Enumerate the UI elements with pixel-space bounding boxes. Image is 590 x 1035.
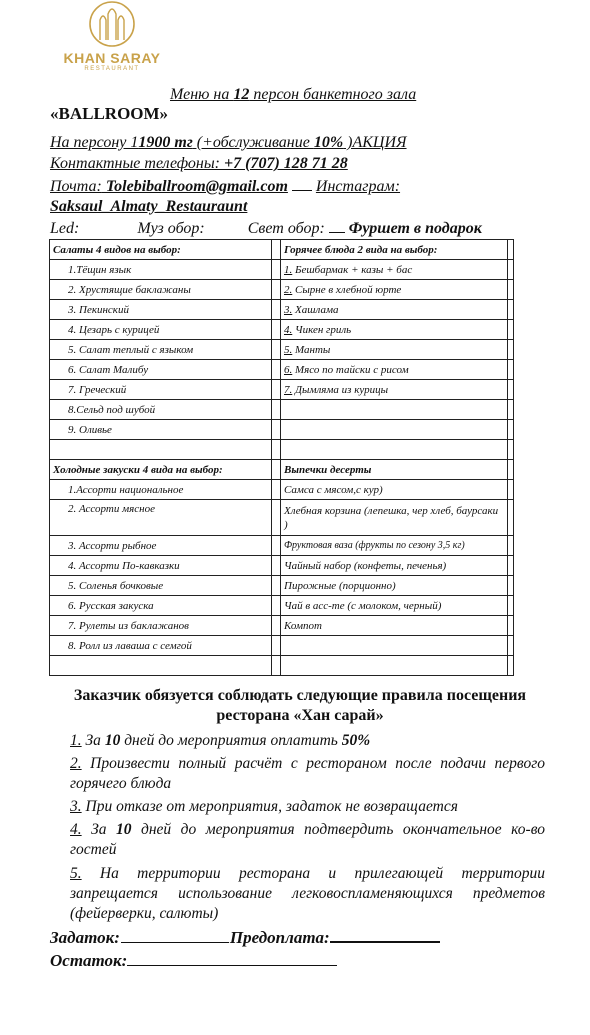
rules-title-line: Заказчик обязуется соблюдать следующие правила посещения [73, 687, 527, 704]
salad-item: 3. Пекинский [50, 300, 272, 320]
salad-item: 6. Салат Малибу [50, 360, 272, 380]
prepay-label: Предоплата: [229, 928, 330, 947]
logo-subtitle: RESTAURANT [84, 66, 140, 72]
pastry-item: Пирожные (порционно) [281, 576, 508, 596]
deposit-label: Задаток: [50, 928, 120, 947]
equipment-line [50, 220, 482, 238]
hot-item: 7. Дымляма из курицы [281, 380, 508, 400]
restaurant-logo [52, 0, 172, 80]
phones-line [50, 155, 348, 173]
cold-item: 8. Ролл из лаваша с семгой [50, 636, 272, 656]
light-label: Свет обор: [247, 220, 325, 237]
balance-field [127, 965, 337, 966]
salad-item: 5. Салат теплый с языком [50, 340, 272, 360]
pastry-item: Чай в асс-те (с молоком, черный) [281, 596, 508, 616]
hot-item: 3. Хашлама [281, 300, 508, 320]
instagram-label: Инстаграм: [315, 178, 401, 195]
salad-item: 2. Хрустящие баклажаны [50, 280, 272, 300]
hot-item: 4. Чикен гриль [281, 320, 508, 340]
rule-item: 4. За 10 дней до мероприятия подтвердить окончательное ко-во гостей [70, 821, 545, 858]
table-row [50, 616, 514, 636]
title-persons: 12 [233, 86, 250, 103]
price-prefix: На персону 1 [50, 134, 139, 151]
cold-item: 7. Рулеты из баклажанов [50, 616, 272, 636]
led-label: Led: [50, 220, 80, 237]
menu-table [49, 239, 514, 676]
cold-item: 1.Ассорти национальное [50, 480, 272, 500]
salad-item: 4. Цезарь с курицей [50, 320, 272, 340]
table-row [50, 300, 514, 320]
table-row [50, 596, 514, 616]
deposit-field [121, 942, 229, 943]
pastry-item: Самса с мясом,с кур) [281, 480, 508, 500]
pastry-item: Хлебная корзина (лепешка, чер хлеб, баурсаки ) [281, 500, 508, 536]
price-promo: )АКЦИЯ [343, 134, 407, 151]
table-row [50, 340, 514, 360]
salad-item: 7. Греческий [50, 380, 272, 400]
hall-name: «BALLROOM» [50, 104, 169, 123]
hot-item: 6. Мясо по тайски с рисом [281, 360, 508, 380]
table-row [50, 280, 514, 300]
cold-item: 2. Ассорти мясное [50, 500, 272, 536]
table-row [50, 380, 514, 400]
price-percent: 10% [313, 134, 344, 151]
cold-item: 6. Русская закуска [50, 596, 272, 616]
table-row [50, 240, 514, 260]
phones-label: Контактные телефоны: [50, 155, 220, 172]
cold-item: 4. Ассорти По-кавказки [50, 556, 272, 576]
balance-line [50, 951, 337, 971]
salads-header: Салаты 4 видов на выбор: [50, 240, 272, 260]
phones-value: +7 (707) 128 71 28 [220, 155, 348, 172]
price-line [50, 134, 407, 152]
table-row [50, 460, 514, 480]
deposit-line [50, 928, 440, 948]
table-row [50, 440, 514, 460]
instagram-value: Saksaul_Almaty_Restauraunt [50, 198, 248, 215]
pastry-header: Выпечки десерты [281, 460, 508, 480]
price-amount: 1900 тг [138, 134, 193, 151]
rule-item: 2. Произвести полный расчёт с рестораном после подачи первого горячего блюда [70, 755, 545, 792]
rules-title-line: ресторана «Хан сарай» [216, 707, 384, 724]
table-row [50, 636, 514, 656]
hot-item: 1. Бешбармак + казы + бас [281, 260, 508, 280]
prepay-field [330, 941, 440, 943]
cold-header: Холодные закуски 4 вида на выбор: [50, 460, 272, 480]
pastry-item: Чайный набор (конфеты, печенья) [281, 556, 508, 576]
price-service: (+обслуживание [192, 134, 314, 151]
table-row [50, 420, 514, 440]
table-row [50, 400, 514, 420]
title-prefix: Меню на [170, 86, 234, 103]
salad-item: 9. Оливье [50, 420, 272, 440]
table-row [50, 500, 514, 536]
table-row [50, 576, 514, 596]
logo-name: KHAN SARAY [63, 50, 161, 66]
menu-title [170, 86, 416, 104]
balance-label: Остаток: [50, 951, 128, 970]
table-row [50, 320, 514, 340]
salad-item: 8.Сельд под шубой [50, 400, 272, 420]
pastry-item: Компот [281, 616, 508, 636]
rule-item: 3. При отказе от мероприятия, задаток не возвращается [70, 798, 458, 815]
email-label: Почта: [50, 178, 102, 195]
gift-label: Фуршет в подарок [348, 220, 482, 237]
table-row [50, 360, 514, 380]
rule-item: 1. За 10 дней до мероприятия оплатить 50% [70, 732, 371, 749]
salad-item: 1.Тёщин язык [50, 260, 272, 280]
email-line [50, 178, 400, 196]
cold-item: 5. Соленья бочковые [50, 576, 272, 596]
music-label: Муз обор: [137, 220, 205, 237]
title-suffix: персон банкетного зала [249, 86, 417, 103]
rule-item: 5. На территории ресторана и прилегающей территории запрещается использование легковоспламеняющихся предметов (фейерверки, салюты) [70, 865, 545, 922]
logo-emblem-icon [86, 0, 138, 50]
hot-header: Горячее блюда 2 вида на выбор: [281, 240, 508, 260]
table-row [50, 260, 514, 280]
hot-item: 5. Манты [281, 340, 508, 360]
cold-item: 3. Ассорти рыбное [50, 536, 272, 556]
pastry-item: Фруктовая ваза (фрукты по сезону 3,5 кг) [281, 536, 508, 556]
table-row [50, 480, 514, 500]
table-row [50, 536, 514, 556]
email-value: Tolebiballroom@gmail.com [101, 178, 288, 195]
rules-title [40, 686, 560, 726]
table-row [50, 656, 514, 676]
table-row [50, 556, 514, 576]
hot-item: 2. Сырне в хлебной юрте [281, 280, 508, 300]
